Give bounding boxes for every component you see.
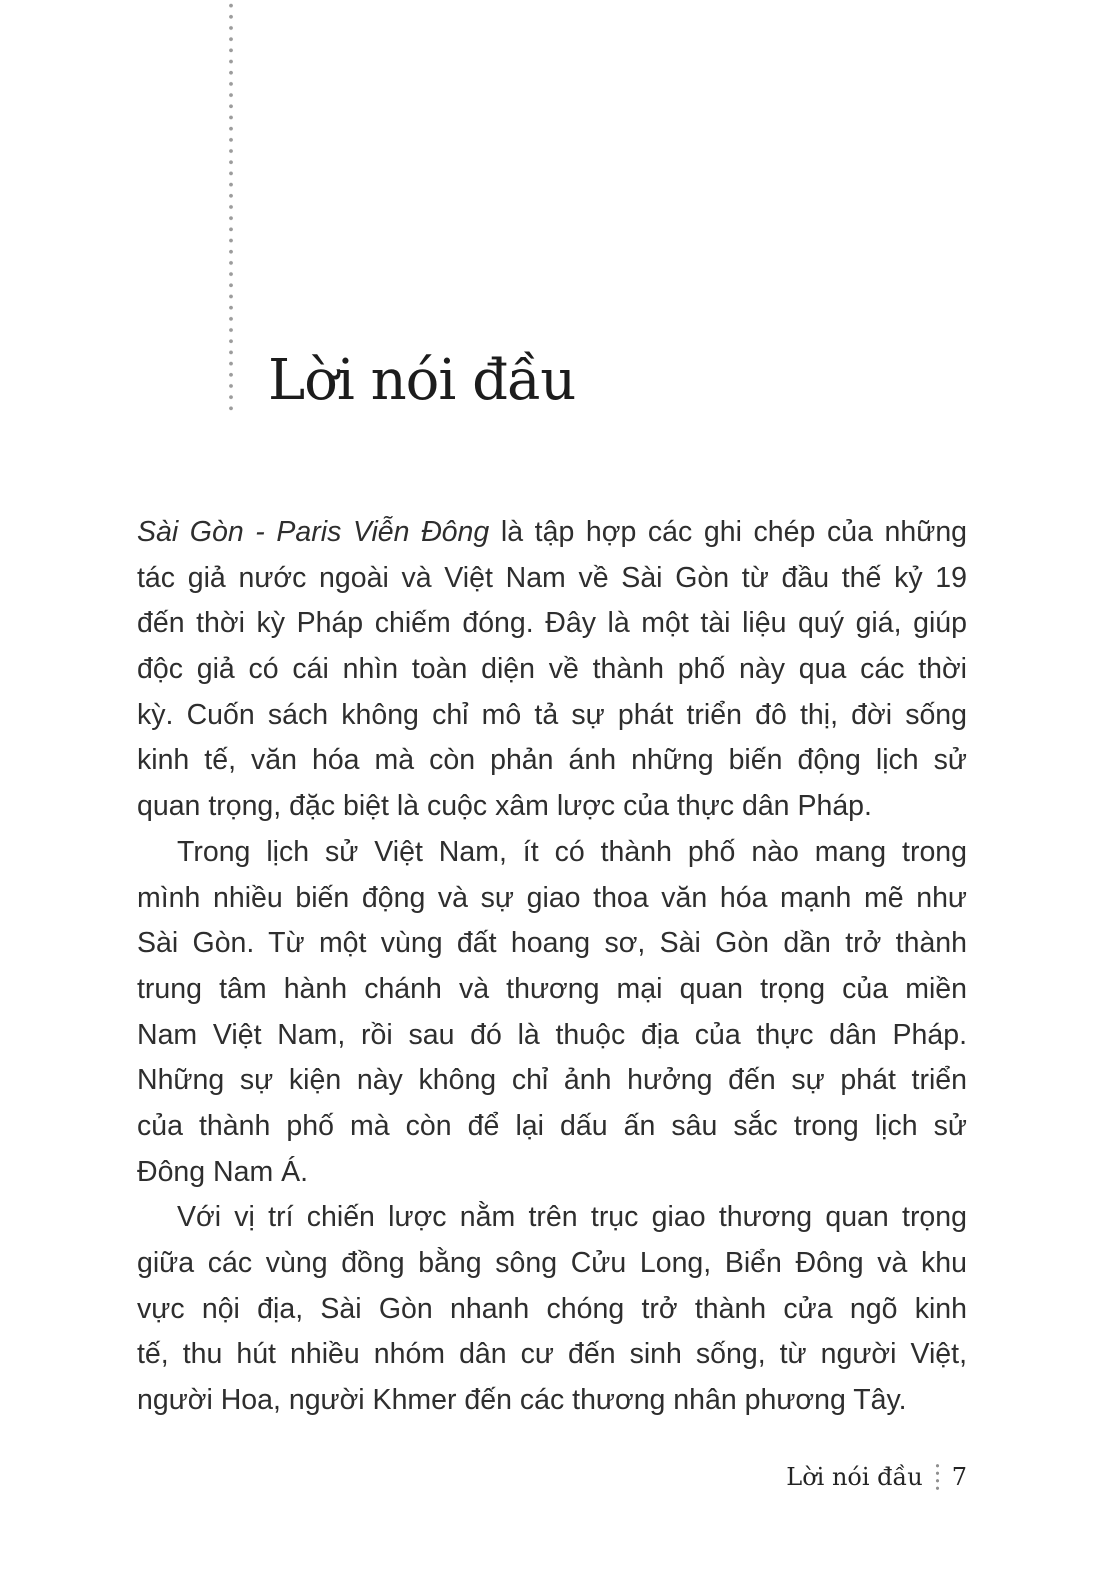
chapter-title: Lời nói đầu [268,348,576,413]
text-line: mình nhiều biến động và sự giao thoa văn hóa mạnh mẽ như [137,881,967,914]
text-line: giữa các vùng đồng bằng sông Cửu Long, Biển Đông và khu [137,1247,967,1279]
text-line [137,510,967,556]
text-line: trung tâm hành chánh và thương mại quan trọng của miền [137,972,967,1005]
margin-dotted-line [228,0,234,412]
book-title-italic: Sài Gòn - Paris Viễn Đông [137,516,490,548]
text-line: quan trọng, đặc biệt là cuộc xâm lược của thực dân Pháp. [137,790,872,823]
body-text [137,510,967,1424]
footer-page-number: 7 [951,1463,967,1491]
text-line: độc giả có cái nhìn toàn diện về thành phố này qua các thời [137,653,967,686]
text-line: kỳ. Cuốn sách không chỉ mô tả sự phát triển đô thị, đời sống [137,698,967,731]
paragraph [137,510,967,830]
paragraph [137,830,967,1196]
footer [786,1462,967,1492]
text-span: là tập hợp các ghi chép của những [500,516,968,548]
text-line: Nam Việt Nam, rồi sau đó là thuộc địa của thực dân Pháp. [137,1018,967,1051]
text-line: Sài Gòn. Từ một vùng đất hoang sơ, Sài Gòn dần trở thành [137,927,967,960]
text-line: đến thời kỳ Pháp chiếm đóng. Đây là một tài liệu quý giá, giúp [137,607,967,640]
text-line: người Hoa, người Khmer đến các thương nhân phương Tây. [137,1384,907,1417]
text-line: Trong lịch sử Việt Nam, ít có thành phố nào mang trong [177,835,967,868]
text-line: tế, thu hút nhiều nhóm dân cư đến sinh sống, từ người Việt, [137,1338,967,1371]
footer-divider-dots-icon [935,1462,940,1492]
text-line: của thành phố mà còn để lại dấu ấn sâu sắc trong lịch sử [137,1109,967,1142]
text-line: tác giả nước ngoài và Việt Nam về Sài Gòn từ đầu thế kỷ 19 [137,561,967,594]
text-line: kinh tế, văn hóa mà còn phản ánh những biến động lịch sử [137,744,967,777]
text-line: Đông Nam Á. [137,1155,309,1188]
text-line: Những sự kiện này không chỉ ảnh hưởng đến sự phát triển [137,1064,967,1097]
text-line: Với vị trí chiến lược nằm trên trục giao thương quan trọng [177,1201,967,1234]
paragraph [137,1195,967,1423]
text-line: vực nội địa, Sài Gòn nhanh chóng trở thành cửa ngõ kinh [137,1292,967,1325]
footer-section-label: Lời nói đầu [786,1463,923,1491]
